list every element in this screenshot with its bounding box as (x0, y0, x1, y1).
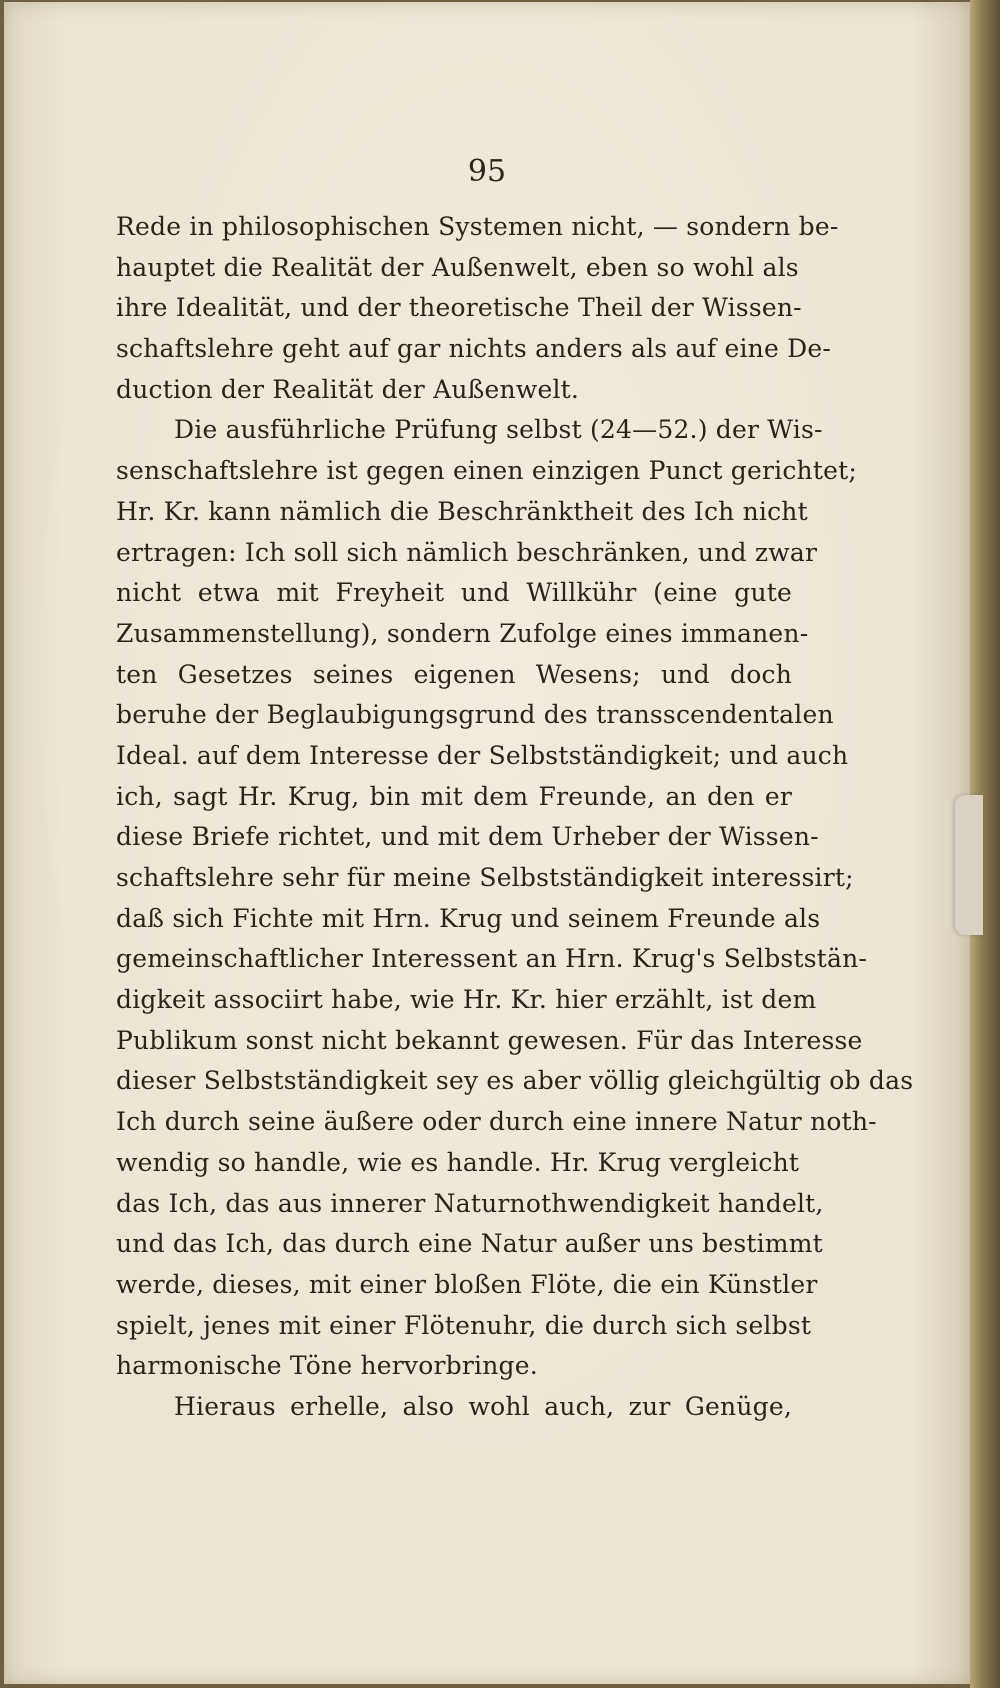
text-line: Rede in philosophischen Systemen nicht, — sondern be- (116, 212, 839, 241)
book-page (4, 2, 970, 1684)
page-number: 95 (467, 154, 507, 189)
text-line: dieser Selbstständigkeit sey es aber völlig gleichgültig ob das (116, 1066, 914, 1096)
page-tab (955, 795, 983, 935)
text-line: schaftslehre sehr für meine Selbstständigkeit interessirt; (116, 863, 854, 892)
text-line: hauptet die Realität der Außenwelt, eben so wohl als (116, 252, 799, 282)
text-line: ich, sagt Hr. Krug, bin mit dem Freunde, an den er (116, 781, 792, 811)
text-line: schaftslehre geht auf gar nichts anders als auf eine De- (116, 334, 832, 364)
text-line: Ideal. auf dem Interesse der Selbstständigkeit; und auch (116, 740, 849, 770)
text-line: werde, dieses, mit einer bloßen Flöte, die ein Künstler (116, 1269, 818, 1299)
text-line: duction der Realität der Außenwelt. (116, 374, 580, 404)
text-line: senschaftslehre ist gegen einen einzigen Punct gerichtet; (116, 456, 857, 486)
text-line: beruhe der Beglaubigungsgrund des transscendentalen (116, 700, 834, 730)
text-line: Ich durch seine äußere oder durch eine innere Natur noth- (116, 1107, 877, 1137)
text-line: digkeit associirt habe, wie Hr. Kr. hier erzählt, ist dem (116, 985, 817, 1015)
text-line: daß sich Fichte mit Hrn. Krug und seinem Freunde als (116, 903, 821, 933)
text-line: Publikum sonst nicht bekannt gewesen. Für das Interesse (116, 1025, 863, 1055)
text-line: Hr. Kr. kann nämlich die Beschränktheit des Ich nicht (116, 496, 808, 526)
text-line: Hieraus erhelle, also wohl auch, zur Genüge, (174, 1391, 792, 1421)
text-line: das Ich, das aus innerer Naturnothwendigkeit handelt, (116, 1188, 824, 1218)
text-line: wendig so handle, wie es handle. Hr. Krug vergleicht (116, 1147, 800, 1177)
text-line: Die ausführliche Prüfung selbst (24—52.) der Wis- (174, 415, 823, 445)
text-line: harmonische Töne hervorbringe. (116, 1351, 538, 1381)
text-line: gemeinschaftlicher Interessent an Hrn. Krug's Selbststän- (116, 944, 868, 974)
text-line: spielt, jenes mit einer Flötenuhr, die durch sich selbst (116, 1310, 812, 1340)
text-line: ertragen: Ich soll sich nämlich beschränken, und zwar (116, 537, 818, 567)
text-line: Zusammenstellung), sondern Zufolge eines immanen- (116, 618, 809, 648)
text-line: nicht etwa mit Freyheit und Willkühr (eine gute (116, 578, 792, 608)
text-line: diese Briefe richtet, und mit dem Urheber der Wissen- (116, 822, 819, 852)
body-text (116, 207, 914, 1428)
text-line: und das Ich, das durch eine Natur außer uns bestimmt (116, 1229, 823, 1259)
text-line: ihre Idealität, und der theoretische Theil der Wissen- (116, 293, 802, 323)
text-line: ten Gesetzes seines eigenen Wesens; und doch (116, 659, 792, 689)
